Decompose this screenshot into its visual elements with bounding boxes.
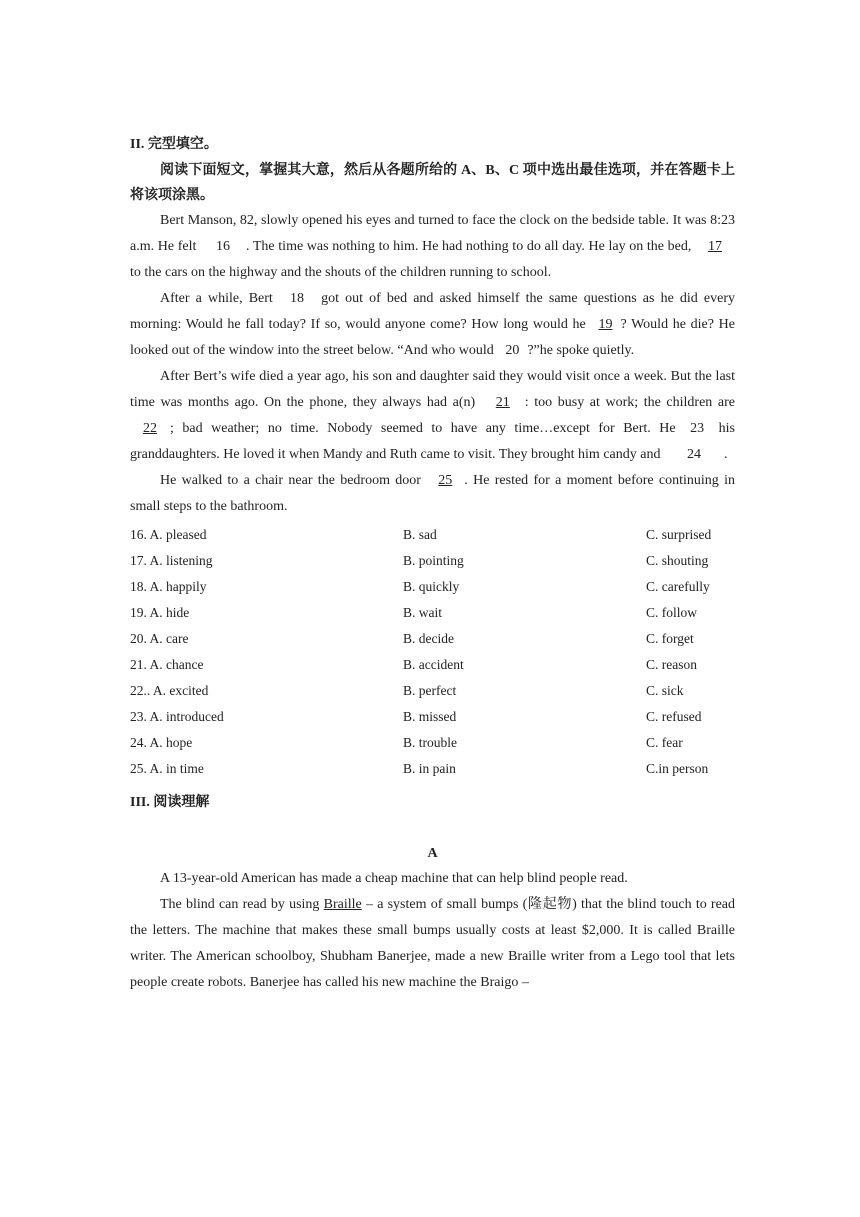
option-a: 23. A. introduced <box>130 709 224 724</box>
option-row-20 <box>130 626 735 652</box>
option-a: 25. A. in time <box>130 761 204 776</box>
text: The blind can read by using <box>160 897 320 912</box>
cloze-paragraph-1 <box>130 208 735 286</box>
text: . He rested for a moment before continuing in small steps to the bathroom. <box>130 473 736 514</box>
text: got out of bed and asked himself the same questions as he did every morning: Would he fall today? If so, would anyone come? How long would he <box>130 291 735 332</box>
document-content <box>130 134 735 996</box>
blank-23: 23 <box>690 421 705 436</box>
option-c: C. forget <box>646 631 694 646</box>
section-2-instructions: 阅读下面短文，掌握其大意，然后从各题所给的 A、B、C 项中选出最佳选项，并在答题卡上将该项涂黑。 <box>130 163 735 203</box>
option-a: 18. A. happily <box>130 579 207 594</box>
text: . The time was nothing to him. He had nothing to do all day. He lay on the bed, <box>246 239 692 254</box>
cloze-paragraph-2 <box>130 286 735 364</box>
option-c: C. reason <box>646 657 697 672</box>
option-row-22 <box>130 678 735 704</box>
blank-18: 18 <box>289 291 304 306</box>
cloze-paragraph-3 <box>130 364 735 468</box>
option-row-24 <box>130 730 735 756</box>
options-table <box>130 522 735 782</box>
cloze-paragraph-4 <box>130 468 735 520</box>
text: ; bad weather; no time. Nobody seemed to have any time…except for Bert. He <box>170 421 676 436</box>
text: – a system of small bumps (隆起物) that the blind touch to read the letters. The machine that makes these small bumps usually costs at least $2,000. It is called Braille writer. The American schoolboy, Shubham Banerjee, made a new Braille writer from a Lego tool that lets people create robots. Banerjee has called his new machine the Braigo – <box>130 897 736 990</box>
option-a: 20. A. care <box>130 631 189 646</box>
option-b: B. trouble <box>403 735 457 750</box>
blank-16: 16 <box>216 239 230 254</box>
option-a: 17. A. listening <box>130 553 213 568</box>
option-row-18 <box>130 574 735 600</box>
blank-19: 19 <box>598 317 613 332</box>
option-b: B. accident <box>403 657 464 672</box>
passage-letter: A <box>427 846 438 861</box>
option-b: B. sad <box>403 527 437 542</box>
option-row-19 <box>130 600 735 626</box>
reading-paragraph-1: A 13-year-old American has made a cheap machine that can help blind people read. <box>160 871 628 886</box>
option-b: B. decide <box>403 631 454 646</box>
text: After Bert’s wife died a year ago, his son and daughter said they would visit once a week. But the last time was months ago. On the phone, they always had a(n) <box>130 369 735 410</box>
option-b: B. quickly <box>403 579 460 594</box>
option-c: C. refused <box>646 709 702 724</box>
option-b: B. in pain <box>403 761 456 776</box>
option-b: B. wait <box>403 605 442 620</box>
option-a: 24. A. hope <box>130 735 193 750</box>
option-b: B. missed <box>403 709 457 724</box>
text: ? Would he die? He looked out of the window into the street below. “And who would <box>130 317 735 358</box>
blank-22: 22 <box>143 421 157 436</box>
option-row-17 <box>130 548 735 574</box>
blank-24: 24 <box>686 447 701 462</box>
text: He walked to a chair near the bedroom door <box>160 473 421 488</box>
blank-20: 20 <box>505 343 520 358</box>
option-c: C. surprised <box>646 527 712 542</box>
option-c: C. fear <box>646 735 683 750</box>
option-b: B. pointing <box>403 553 464 568</box>
option-row-16 <box>130 522 735 548</box>
option-row-23 <box>130 704 735 730</box>
option-c: C. carefully <box>646 579 710 594</box>
text: his granddaughters. He loved it when Mandy and Ruth came to visit. They brought him candy and <box>130 421 736 462</box>
option-b: B. perfect <box>403 683 457 698</box>
blank-17: 17 <box>708 239 722 254</box>
text: : too busy at work; the children are <box>524 395 735 410</box>
text: ?”he spoke quietly. <box>527 343 635 358</box>
option-a: 16. A. pleased <box>130 527 207 542</box>
option-a: 22.. A. excited <box>130 683 209 698</box>
option-row-21 <box>130 652 735 678</box>
blank-21: 21 <box>495 395 510 410</box>
option-c: C.in person <box>646 761 709 776</box>
section-2-heading: II. 完型填空。 <box>130 137 218 152</box>
option-a: 21. A. chance <box>130 657 204 672</box>
text: After a while, Bert <box>160 291 273 306</box>
option-c: C. sick <box>646 683 684 698</box>
option-a: 19. A. hide <box>130 605 190 620</box>
blank-25: 25 <box>438 473 453 488</box>
option-c: C. shouting <box>646 553 709 568</box>
option-row-25 <box>130 756 735 782</box>
section-3-heading: III. 阅读理解 <box>130 795 210 810</box>
option-c: C. follow <box>646 605 698 620</box>
text: Bert Manson, 82, slowly opened his eyes and turned to face the clock on the bedside table. It was 8:23 a.m. He felt <box>130 213 735 254</box>
braille-term: Braille <box>323 897 362 912</box>
text: to the cars on the highway and the shouts of the children running to school. <box>130 265 552 280</box>
reading-paragraph-2 <box>130 892 735 996</box>
text: . <box>723 447 728 462</box>
